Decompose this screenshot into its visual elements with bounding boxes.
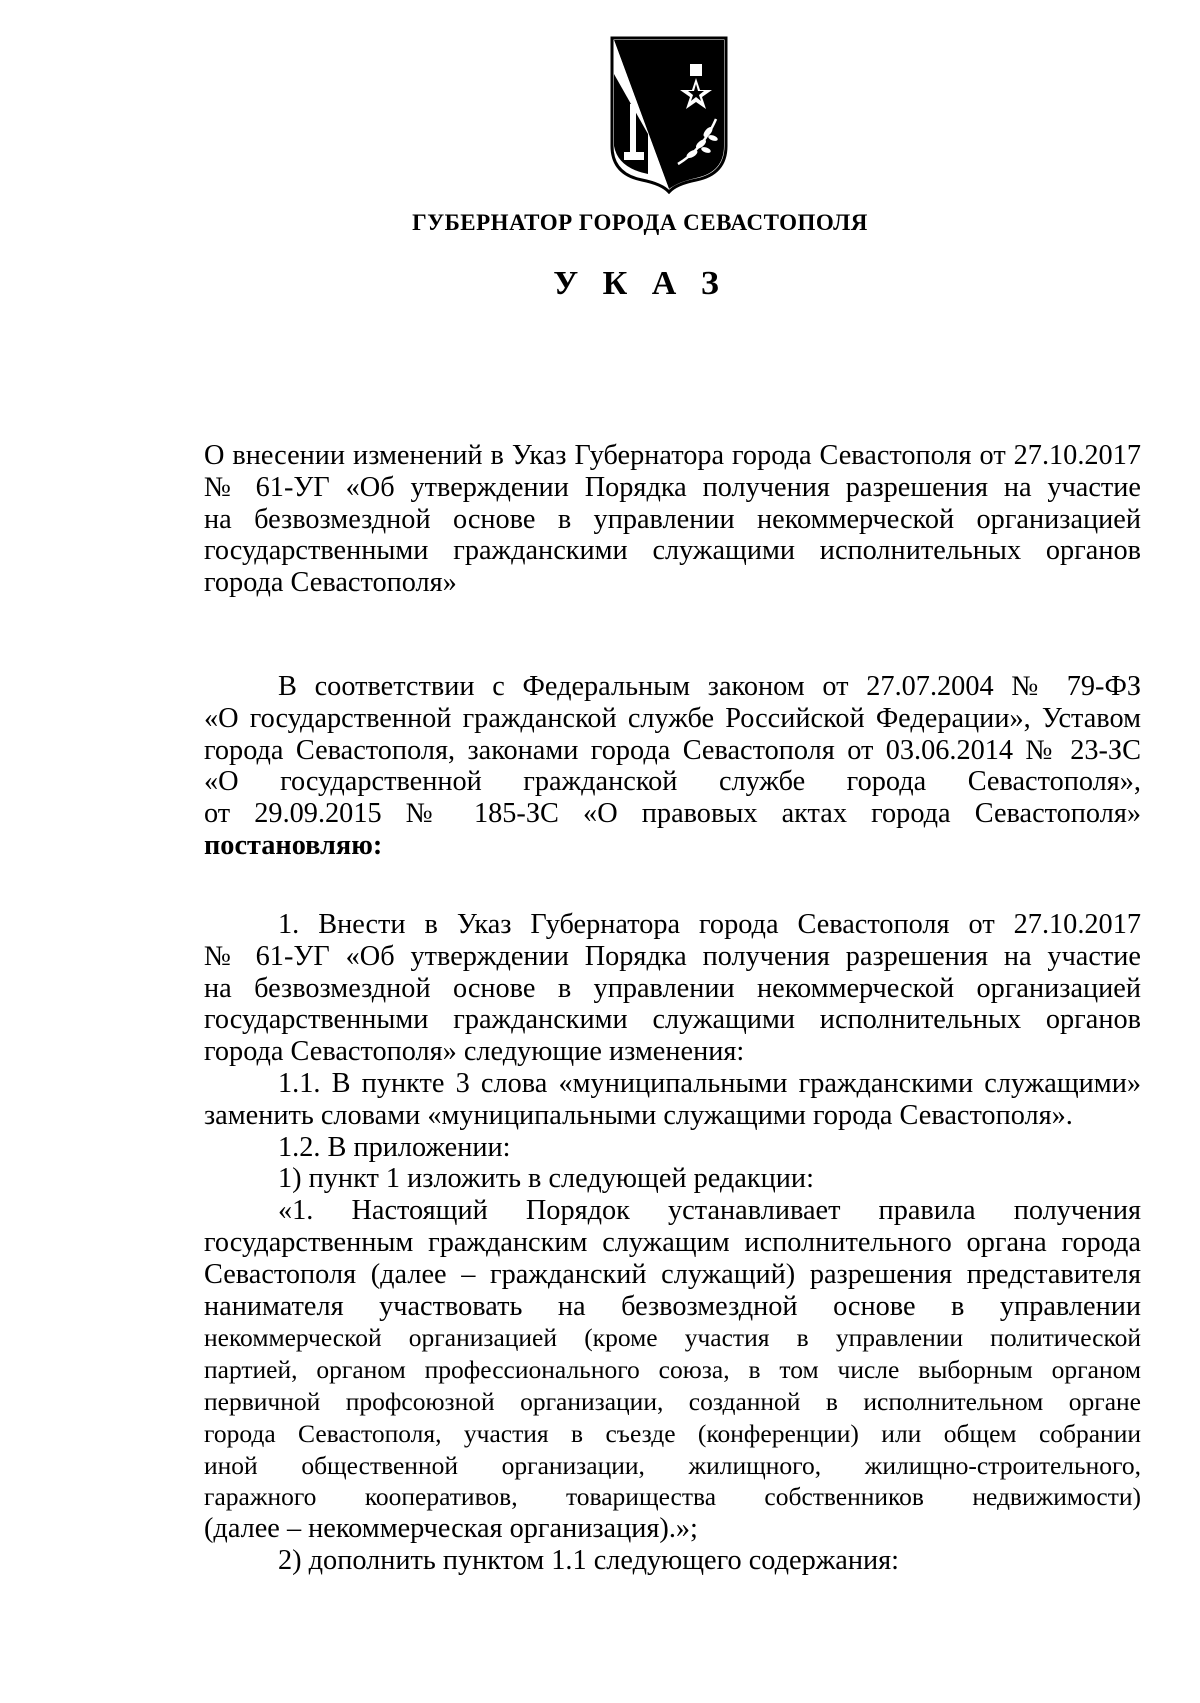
preamble-line: «О государственной гражданской службе Российской Федерации», Уставом [204,702,1141,734]
body-line: партией, органом профессионального союза, в том числе выборным органом [204,1355,1141,1385]
body-line: Севастополя (далее – гражданский служащий) разрешения представителя [204,1258,1141,1290]
title-line: на безвозмездной основе в управлении некоммерческой организацией [204,503,1141,535]
document-type-heading: У К А З [553,265,727,302]
title-line: О внесении изменений в Указ Губернатора города Севастополя от 27.10.2017 [204,440,1141,471]
title-line: № 61-УГ «Об утверждении Порядка получения разрешения на участие [204,471,1141,503]
title-line: города Севастополя» [204,567,457,599]
preamble-line: города Севастополя, законами города Севастополя от 03.06.2014 № 23-ЗС [204,734,1141,766]
body-line: 1.2. В приложении: [278,1131,511,1163]
preamble-line: В соответствии с Федеральным законом от 27.07.2004 № 79-ФЗ [278,671,1141,702]
body-line: города Севастополя, участия в съезде (конференции) или общем собрании [204,1418,1141,1448]
preamble-line: «О государственной гражданской службе города Севастополя», [204,766,1141,798]
preamble-line: от 29.09.2015 № 185-ЗС «О правовых актах города Севастополя» [204,798,1141,830]
preamble [204,671,1141,862]
body-line: гаражного кооперативов, товарищества собственников недвижимости) [204,1482,1141,1512]
body-line: № 61-УГ «Об утверждении Порядка получения разрешения на участие [204,940,1141,972]
body-line: 1.1. В пункте 3 слова «муниципальными гражданскими служащими» [278,1067,1141,1099]
body-line: первичной профсоюзной организации, созданной в исполнительном органе [204,1386,1141,1416]
issuing-authority: ГУБЕРНАТОР ГОРОДА СЕВАСТОПОЛЯ [412,210,868,235]
body-line: некоммерческой организацией (кроме участия в управлении политической [204,1323,1141,1353]
title-line: государственными гражданскими служащими исполнительных органов [204,535,1141,567]
body-line: заменить словами «муниципальными служащими города Севастополя». [204,1099,1073,1131]
document-title [204,440,1141,599]
body-line: на безвозмездной основе в управлении некоммерческой организацией [204,972,1141,1004]
body-line: государственным гражданским служащим исполнительного органа города [204,1226,1141,1258]
body-line: государственными гражданскими служащими исполнительных органов [204,1004,1141,1036]
body-line: города Севастополя» следующие изменения: [204,1036,745,1068]
resolution-word: постановляю: [204,829,383,861]
body-line: «1. Настоящий Порядок устанавливает правила получения [278,1195,1141,1227]
body-line: нанимателя участвовать на безвозмездной основе в управлении [204,1290,1141,1322]
body-line: (далее – некоммерческая организация).»; [204,1513,698,1545]
body-line: 1) пункт 1 изложить в следующей редакции: [278,1163,814,1195]
coat-of-arms-icon [608,34,730,194]
decree-body [204,909,1141,1577]
body-line: иной общественной организации, жилищного, жилищно-строительного, [204,1450,1141,1480]
body-line: 2) дополнить пунктом 1.1 следующего содержания: [278,1544,899,1576]
body-line: 1. Внести в Указ Губернатора города Севастополя от 27.10.2017 [278,909,1141,940]
